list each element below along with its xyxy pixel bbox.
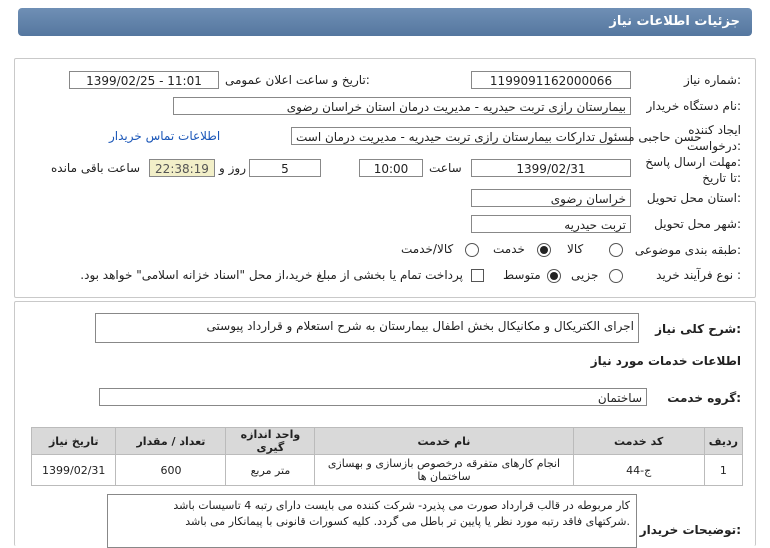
cell-service-name: انجام کارهای متفرقه درخصوص بازسازی و بهسازی ساختمان ها xyxy=(315,455,573,486)
announce-datetime-field[interactable]: 1399/02/25 - 11:01 xyxy=(69,71,219,89)
services-section-title: اطلاعات خدمات مورد نیاز xyxy=(590,354,741,368)
buyer-org-label: نام دستگاه خریدار: xyxy=(646,99,741,113)
page-title: جزئیات اطلاعات نیاز xyxy=(609,14,740,29)
province-label: استان محل تحویل: xyxy=(646,191,741,205)
category-option-service: خدمت xyxy=(493,242,525,256)
category-radio-service[interactable] xyxy=(537,243,551,257)
category-label: طبقه بندی موضوعی: xyxy=(634,243,741,257)
buyer-org-field[interactable]: بیمارستان رازی تربت حیدریه - مدیریت درمان استان خراسان رضوی xyxy=(173,97,631,115)
cell-need-date: 1399/02/31 xyxy=(32,455,116,486)
process-radio-minor[interactable] xyxy=(609,269,623,283)
deadline-time-field[interactable]: 10:00 xyxy=(359,159,423,177)
need-number-field[interactable]: 1199091162000066 xyxy=(471,71,631,89)
cell-unit: متر مربع xyxy=(226,455,315,486)
summary-label: شرح کلی نیاز: xyxy=(655,322,741,336)
buyer-notes-line2: .شرکتهای فاقد رتبه مورد نظر یا پایین تر باطل می گردد. کلیه کسورات قانونی با پیمانکار می باشد xyxy=(185,515,630,528)
service-group-label: گروه خدمت: xyxy=(667,391,741,405)
deadline-date-field[interactable]: 1399/02/31 xyxy=(471,159,631,177)
process-option-medium: متوسط xyxy=(503,268,541,282)
process-label: نوع فرآیند خرید : xyxy=(656,268,741,282)
category-radio-goods[interactable] xyxy=(609,243,623,257)
remaining-time-field: 22:38:19 xyxy=(149,159,215,177)
service-group-field[interactable]: ساختمان xyxy=(99,388,647,406)
title-bar-inner xyxy=(18,8,752,36)
buyer-notes-field[interactable] xyxy=(107,494,637,548)
creator-field[interactable]: حسن حاجبی مسئول تدارکات بیمارستان رازی تربت حیدریه - مدیریت درمان است xyxy=(291,127,631,145)
creator-label-line1: ایجاد کننده xyxy=(688,123,741,137)
summary-field[interactable]: اجرای الکتریکال و مکانیکال بخش اطفال بیمارستان به شرح استعلام و قرارداد پیوستی xyxy=(95,313,639,343)
deadline-label-line1: مهلت ارسال پاسخ: xyxy=(645,155,741,169)
buyer-contact-link[interactable]: اطلاعات تماس خریدار xyxy=(109,129,221,143)
category-option-goods-service: کالا/خدمت xyxy=(401,242,454,256)
col-header-row: ردیف xyxy=(704,428,742,455)
remaining-label: ساعت باقی مانده xyxy=(51,161,141,175)
col-header-service-code: کد خدمت xyxy=(573,428,704,455)
remaining-days-field[interactable]: 5 xyxy=(249,159,321,177)
creator-label-line2: درخواست: xyxy=(687,139,741,153)
col-header-need-date: تاریخ نیاز xyxy=(32,428,116,455)
cell-service-code: ج-44 xyxy=(573,455,704,486)
col-header-service-name: نام خدمت xyxy=(315,428,573,455)
announce-label: تاریخ و ساعت اعلان عمومی: xyxy=(225,73,370,87)
city-field[interactable]: تربت حیدریه xyxy=(471,215,631,233)
col-header-quantity: تعداد / مقدار xyxy=(116,428,226,455)
table-row[interactable] xyxy=(32,455,743,486)
cell-row-number: 1 xyxy=(704,455,742,486)
treasury-payment-checkbox[interactable] xyxy=(471,269,484,282)
category-radio-goods-service[interactable] xyxy=(465,243,479,257)
col-header-unit: واحد اندازه گیری xyxy=(226,428,315,455)
buyer-notes-line1: کار مربوطه در قالب قرارداد صورت می پذیرد- شرکت کننده می بایست دارای رتبه 4 تاسیسات باشد xyxy=(173,499,630,512)
days-label: روز و xyxy=(219,161,246,175)
treasury-payment-note: پرداخت تمام یا بخشی از مبلغ خرید،از محل "اسناد خزانه اسلامی" خواهد بود. xyxy=(80,268,463,282)
category-option-goods: کالا xyxy=(567,242,584,256)
deadline-time-label: ساعت xyxy=(429,161,462,175)
buyer-notes-label: توضیحات خریدار: xyxy=(639,523,741,537)
title-bar xyxy=(0,0,770,44)
process-radio-medium[interactable] xyxy=(547,269,561,283)
province-field[interactable]: خراسان رضوی xyxy=(471,189,631,207)
need-details-panel xyxy=(14,58,756,298)
cell-quantity: 600 xyxy=(116,455,226,486)
city-label: شهر محل تحویل: xyxy=(654,217,741,231)
need-number-label: شماره نیاز: xyxy=(683,73,741,87)
process-option-minor: جزیی xyxy=(571,268,599,282)
need-summary-panel xyxy=(14,301,756,546)
services-table xyxy=(31,427,743,486)
services-table-header xyxy=(32,428,743,455)
deadline-label-line2: تا تاریخ: xyxy=(702,171,741,185)
